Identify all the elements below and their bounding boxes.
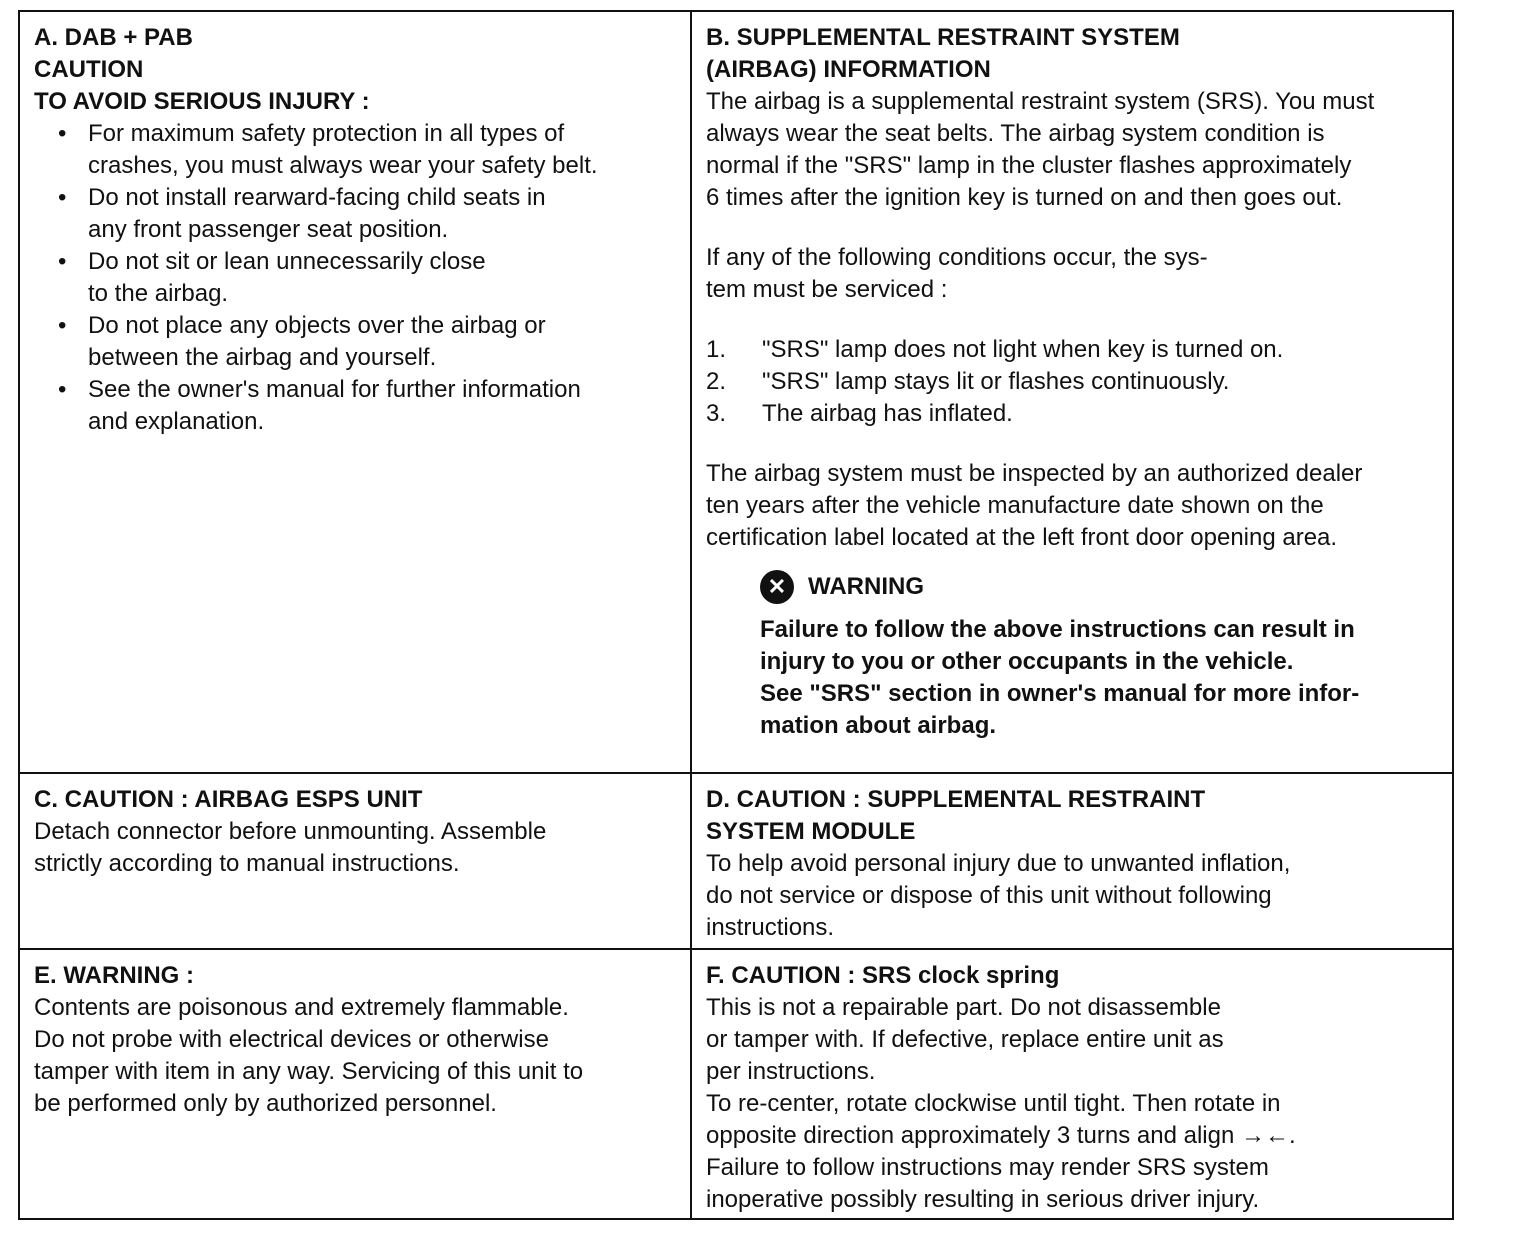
paragraph-line: be performed only by authorized personnel. [34, 1090, 497, 1117]
condition-item [706, 366, 1454, 398]
paragraph-line: normal if the "SRS" lamp in the cluster flashes approximately [706, 152, 1352, 179]
bullet-line: any front passenger seat position. [88, 216, 449, 243]
warning-line: Failure to follow the above instructions can result in [760, 616, 1355, 643]
paragraph-line: do not service or dispose of this unit without following [706, 882, 1272, 909]
condition-text: "SRS" lamp does not light when key is turned on. [762, 336, 1284, 363]
panel-c-title: C. CAUTION : AIRBAG ESPS UNIT [34, 786, 423, 813]
condition-item [706, 398, 1454, 430]
paragraph-line: certification label located at the left front door opening area. [706, 524, 1338, 551]
paragraph-line: ten years after the vehicle manufacture date shown on the [706, 492, 1324, 519]
bullet-line: • Do not install rearward-facing child seats in [88, 184, 546, 211]
bullet-line: • See the owner's manual for further information [88, 376, 581, 403]
panel-c [20, 774, 692, 950]
bullet-item [34, 310, 690, 374]
bullet-item [34, 246, 690, 310]
paragraph-line: Failure to follow instructions may render SRS system [706, 1154, 1269, 1181]
paragraph-line: The airbag system must be inspected by an authorized dealer [706, 460, 1363, 487]
label-table [18, 10, 1454, 1220]
bullet-line: to the airbag. [88, 280, 229, 307]
paragraph-line: tamper with item in any way. Servicing of this unit to [34, 1058, 584, 1085]
warning-header [760, 568, 1454, 606]
warning-box [760, 568, 1454, 742]
spacer [706, 430, 1454, 458]
condition-number: 1. [706, 336, 727, 363]
paragraph-line: To help avoid personal injury due to unwanted inflation, [706, 850, 1291, 877]
warning-line: injury to you or other occupants in the vehicle. [760, 648, 1294, 675]
paragraph-line: instructions. [706, 914, 835, 941]
paragraph-line: Detach connector before unmounting. Assemble [34, 818, 547, 845]
condition-number: 2. [706, 368, 727, 395]
panel-a-title: A. DAB + PAB [34, 24, 193, 51]
paragraph-line: strictly according to manual instructions. [34, 850, 460, 877]
paragraph-line: always wear the seat belts. The airbag system condition is [706, 120, 1325, 147]
warning-line: See "SRS" section in owner's manual for more infor- [760, 680, 1360, 707]
bullet-line: • For maximum safety protection in all types of [88, 120, 565, 147]
paragraph-line: inoperative possibly resulting in serious driver injury. [706, 1186, 1260, 1213]
panel-a [20, 12, 692, 774]
bullet-line: crashes, you must always wear your safety belt. [88, 152, 598, 179]
bullet-line: • Do not sit or lean unnecessarily close [88, 248, 486, 275]
panel-e-title: E. WARNING : [34, 962, 194, 989]
panel-a-caution: CAUTION [34, 56, 144, 83]
panel-d-title: D. CAUTION : SUPPLEMENTAL RESTRAINT [706, 786, 1206, 813]
bullet-item [34, 182, 690, 246]
paragraph-line: Do not probe with electrical devices or otherwise [34, 1026, 549, 1053]
warning-x-icon: ✕ [760, 570, 794, 604]
condition-text: The airbag has inflated. [762, 400, 1013, 427]
condition-item [706, 334, 1454, 366]
panel-b [692, 12, 1454, 774]
spacer [706, 214, 1454, 242]
bullet-line: • Do not place any objects over the airbag or [88, 312, 546, 339]
panel-b-title: B. SUPPLEMENTAL RESTRAINT SYSTEM [706, 24, 1180, 51]
paragraph-line: The airbag is a supplemental restraint system (SRS). You must [706, 88, 1375, 115]
paragraph-line: If any of the following conditions occur, the sys- [706, 244, 1208, 271]
bullet-item [34, 374, 690, 438]
panel-a-subtitle: TO AVOID SERIOUS INJURY : [34, 88, 370, 115]
paragraph-line: 6 times after the ignition key is turned on and then goes out. [706, 184, 1343, 211]
panel-d-subtitle: SYSTEM MODULE [706, 818, 916, 845]
condition-number: 3. [706, 400, 727, 427]
bullet-line: and explanation. [88, 408, 265, 435]
panel-f [692, 950, 1454, 1218]
paragraph-line: This is not a repairable part. Do not disassemble [706, 994, 1221, 1021]
spacer [706, 306, 1454, 334]
panel-b-subtitle: (AIRBAG) INFORMATION [706, 56, 991, 83]
paragraph-line: or tamper with. If defective, replace entire unit as [706, 1026, 1224, 1053]
paragraph-line: Contents are poisonous and extremely flammable. [34, 994, 569, 1021]
panel-d [692, 774, 1454, 950]
panel-a-bullet-list [34, 118, 690, 438]
paragraph-line: per instructions. [706, 1058, 876, 1085]
warning-text [760, 614, 1454, 742]
bullet-item [34, 118, 690, 182]
bullet-line: between the airbag and yourself. [88, 344, 437, 371]
paragraph-line: tem must be serviced : [706, 276, 948, 303]
panel-e [20, 950, 692, 1218]
condition-text: "SRS" lamp stays lit or flashes continuously. [762, 368, 1230, 395]
paragraph-line: To re-center, rotate clockwise until tight. Then rotate in [706, 1090, 1281, 1117]
conditions-list [706, 334, 1454, 430]
paragraph-line: opposite direction approximately 3 turns and align →←. [706, 1122, 1296, 1149]
warning-line: mation about airbag. [760, 712, 997, 739]
panel-f-title: F. CAUTION : SRS clock spring [706, 962, 1060, 989]
warning-label: WARNING [808, 573, 924, 600]
